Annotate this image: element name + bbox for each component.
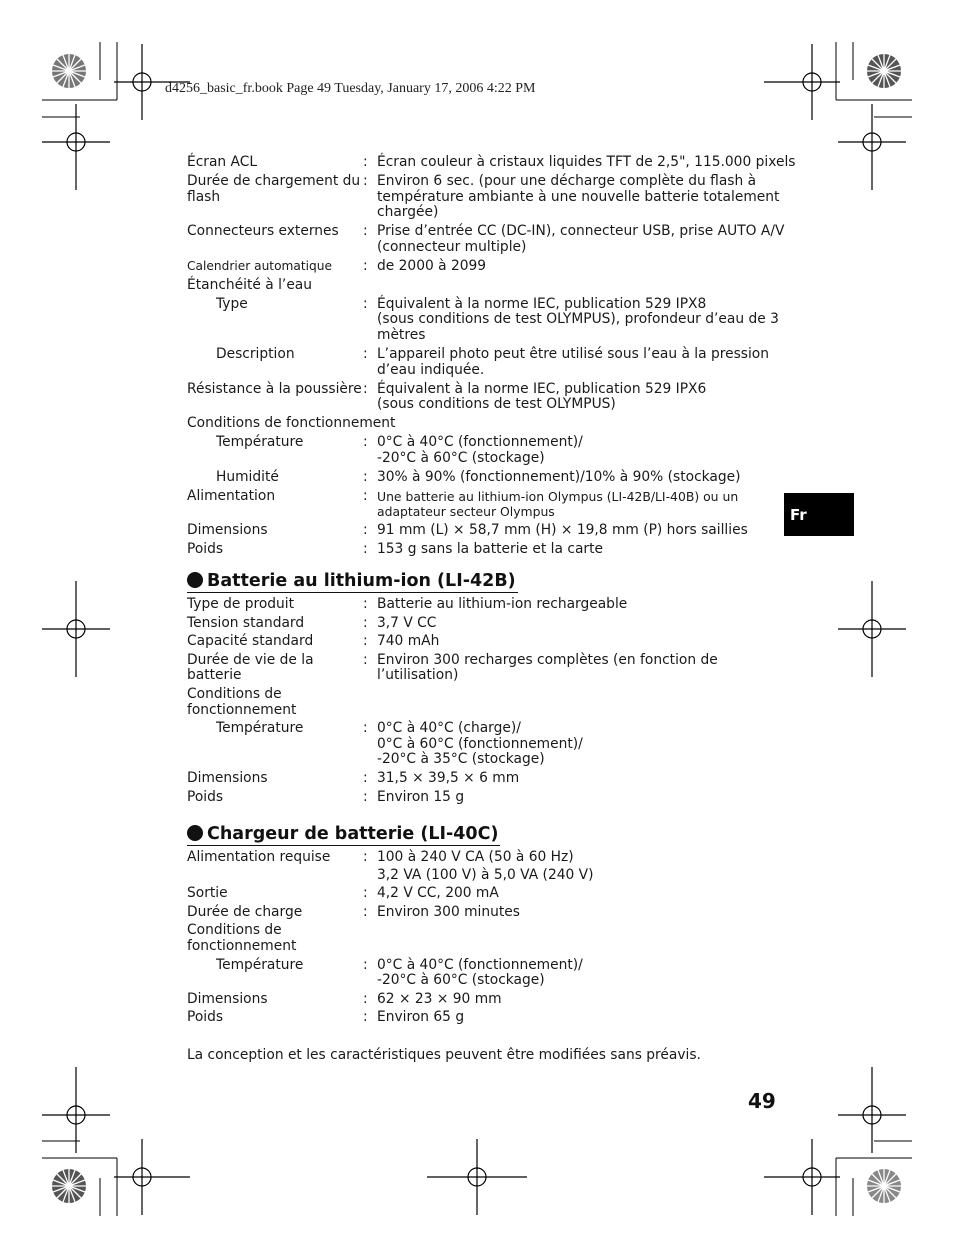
spec-value-line: Équivalent à la norme IEC, publication 529 IPX6 [377,380,707,397]
spec-label-line: fonctionnement [187,937,297,954]
spec-value-line: 0°C à 60°C (fonctionnement)/ [377,735,583,752]
spec-value-line: de 2000 à 2099 [377,257,487,274]
spec-value-line: 91 mm (L) × 58,7 mm (H) × 19,8 mm (P) hors saillies [377,522,748,539]
spec-value [377,347,777,378]
colon-separator: : [363,633,368,650]
spec-label-line: fonctionnement [187,701,297,718]
spec-value-line: 30% à 90% (fonctionnement)/10% à 90% (stockage) [377,468,741,485]
spec-value [377,259,777,275]
spec-label-line: Résistance à la poussière [187,380,362,397]
spec-label [187,790,357,806]
spec-label [216,347,356,363]
spec-label-line: Type [216,295,248,312]
spec-label [187,380,362,398]
spec-label [187,489,357,505]
spec-label-line: Température [216,956,304,973]
spec-label [187,992,357,1008]
spec-label-line: Dimensions [187,990,268,1007]
spec-label-line: Dimensions [187,522,268,539]
battery-title-text: Batterie au lithium-ion (LI-42B) [207,571,516,591]
colon-separator: : [363,295,368,312]
spec-label-line: Étanchéité à l’eau [187,276,313,293]
spec-value [377,154,796,171]
spec-label-line: Durée de vie de la [187,651,314,668]
spec-value [377,223,785,255]
spec-value-line: -20°C à 60°C (stockage) [377,972,545,989]
spec-value-line: 62 × 23 × 90 mm [377,990,502,1007]
colon-separator: : [363,223,368,240]
spec-label-line: Alimentation requise [187,849,331,865]
spec-label [187,415,396,432]
spec-value-line: température ambiante à une nouvelle batterie totalement [377,188,780,205]
spec-label [187,259,357,275]
footer-note: La conception et les caractéristiques peuvent être modifiées sans préavis. [187,1047,701,1063]
spec-label [187,155,357,171]
spec-value [377,850,777,883]
spec-label [187,523,357,539]
spec-value-line: 100 à 240 V CA (50 à 60 Hz) [377,849,574,865]
spec-value-line: Prise d’entrée CC (DC-IN), connecteur USB, prise AUTO A/V [377,223,785,240]
spec-value-line: 3,2 VA (100 V) à 5,0 VA (240 V) [377,866,594,883]
spec-value-line: Batterie au lithium-ion rechargeable [377,596,628,612]
spec-value [377,597,777,613]
spec-value-line: (sous conditions de test OLYMPUS) [377,396,616,413]
spec-value-line: chargée) [377,204,439,221]
spec-value [377,653,777,684]
spec-value-line: l’utilisation) [377,667,459,684]
charger-section-title [187,824,500,846]
colon-separator: : [363,720,368,737]
spec-label [216,721,356,737]
spec-label-line: Poids [187,1009,224,1026]
spec-label [216,435,356,451]
colon-separator: : [363,990,368,1007]
spec-value [377,616,777,632]
spec-value-line: 4,2 V CC, 200 mA [377,885,499,902]
spec-label [187,542,357,558]
spec-label [187,771,357,787]
spec-label [187,173,361,205]
spec-value [377,523,777,539]
spec-label-line: flash [187,188,221,205]
spec-value-line: 0°C à 40°C (fonctionnement)/ [377,956,583,973]
print-header: d4256_basic_fr.book Page 49 Tuesday, January 17, 2006 4:22 PM [165,81,536,96]
spec-value [377,470,777,486]
spec-label [187,923,357,954]
spec-value [377,297,777,344]
spec-label-line: batterie [187,667,242,684]
spec-value-line: Écran couleur à cristaux liquides TFT de 2,5", 115.000 pixels [377,154,796,170]
spec-label [187,850,357,866]
colon-separator: : [363,651,368,668]
spec-label-line: Conditions de [187,922,282,939]
spec-value [377,771,777,787]
spec-label-line: Conditions de [187,686,282,702]
spec-value-line: Environ 6 sec. (pour une décharge complète du flash à [377,173,757,189]
spec-label [187,634,357,650]
spec-value-line: Une batterie au lithium-ion Olympus (LI-42B/LI-40B) ou un [377,488,739,504]
colon-separator: : [363,173,368,189]
spec-label-line: Type de produit [187,596,295,612]
spec-label-line: Connecteurs externes [187,223,339,240]
spec-value-line: 0°C à 40°C (charge)/ [377,720,521,737]
spec-value [377,790,777,806]
spec-label-line: Écran ACL [187,154,258,170]
colon-separator: : [363,346,368,362]
spec-label [187,224,357,240]
spec-value [377,435,777,466]
spec-label [187,653,357,684]
spec-label-line: Tension standard [187,614,305,631]
spec-value [377,1010,777,1026]
spec-value [377,905,777,921]
spec-value-line: d’eau indiquée. [377,361,485,378]
language-tab [784,493,854,536]
spec-label [216,297,356,313]
spec-label-line: Température [216,434,304,451]
spec-label-line: Capacité standard [187,633,314,650]
spec-value-line: mètres [377,326,426,343]
colon-separator: : [363,487,368,504]
spec-label [187,597,357,613]
spec-value-line: (sous conditions de test OLYMPUS), profondeur d’eau de 3 [377,311,779,328]
spec-value [377,958,777,989]
spec-label-line: Température [216,720,304,737]
spec-value-line: -20°C à 35°C (stockage) [377,751,545,768]
spec-value-line: 0°C à 40°C (fonctionnement)/ [377,434,583,451]
colon-separator: : [363,541,368,558]
spec-label-line: Calendrier automatique [187,258,332,273]
spec-label-line: Dimensions [187,770,268,786]
colon-separator: : [363,434,368,451]
spec-value [377,173,780,221]
spec-value-line: -20°C à 60°C (stockage) [377,449,545,466]
colon-separator: : [363,380,368,397]
spec-value [377,542,777,558]
colon-separator: : [363,770,368,786]
spec-label-line: Poids [187,541,224,558]
spec-label [187,905,357,921]
spec-label-line: Humidité [216,468,279,485]
page-number: 49 [748,1089,776,1113]
language-tab-label: Fr [790,506,807,524]
colon-separator: : [363,596,368,612]
spec-label-line: Description [216,346,295,362]
spec-label-line: Sortie [187,885,228,902]
battery-section-title [187,571,518,593]
bullet-icon [187,572,203,588]
spec-value-line: 740 mAh [377,633,440,650]
spec-label [216,958,356,974]
spec-value [377,721,777,768]
spec-value [377,992,777,1008]
spec-value-line: 3,7 V CC [377,614,437,631]
spec-label-line: Durée de chargement du [187,173,361,189]
spec-value-line: 153 g sans la batterie et la carte [377,541,603,558]
spec-label [187,278,357,294]
spec-value-line: Environ 300 recharges complètes (en fonction de [377,651,718,668]
colon-separator: : [363,885,368,902]
spec-label-line: Durée de charge [187,903,303,920]
charger-title-text: Chargeur de batterie (LI-40C) [207,824,499,844]
spec-value [377,886,777,902]
spec-label [187,886,357,902]
spec-value [377,634,777,650]
colon-separator: : [363,154,368,170]
spec-label-line: Alimentation [187,487,276,504]
spec-label-line: Poids [187,788,224,805]
spec-value-line: 31,5 × 39,5 × 6 mm [377,770,520,786]
spec-value-line: (connecteur multiple) [377,238,527,255]
spec-value [377,489,777,520]
spec-label-line: Conditions de fonctionnement [187,415,396,432]
spec-label [187,687,357,718]
colon-separator: : [363,788,368,805]
colon-separator: : [363,1009,368,1026]
colon-separator: : [363,903,368,920]
spec-value-line: adaptateur secteur Olympus [377,504,555,520]
colon-separator: : [363,956,368,973]
colon-separator: : [363,614,368,631]
bullet-icon [187,825,203,841]
spec-value-line: L’appareil photo peut être utilisé sous l’eau à la pression [377,346,769,362]
colon-separator: : [363,257,368,274]
spec-value [377,382,777,413]
colon-separator: : [363,468,368,485]
spec-label [216,470,356,486]
spec-value-line: Environ 300 minutes [377,903,520,920]
spec-label [187,616,357,632]
spec-value-line: Environ 15 g [377,788,465,805]
colon-separator: : [363,849,368,865]
spec-label [187,1010,357,1026]
colon-separator: : [363,522,368,539]
spec-value-line: Équivalent à la norme IEC, publication 529 IPX8 [377,295,707,312]
spec-value-line: Environ 65 g [377,1009,465,1026]
